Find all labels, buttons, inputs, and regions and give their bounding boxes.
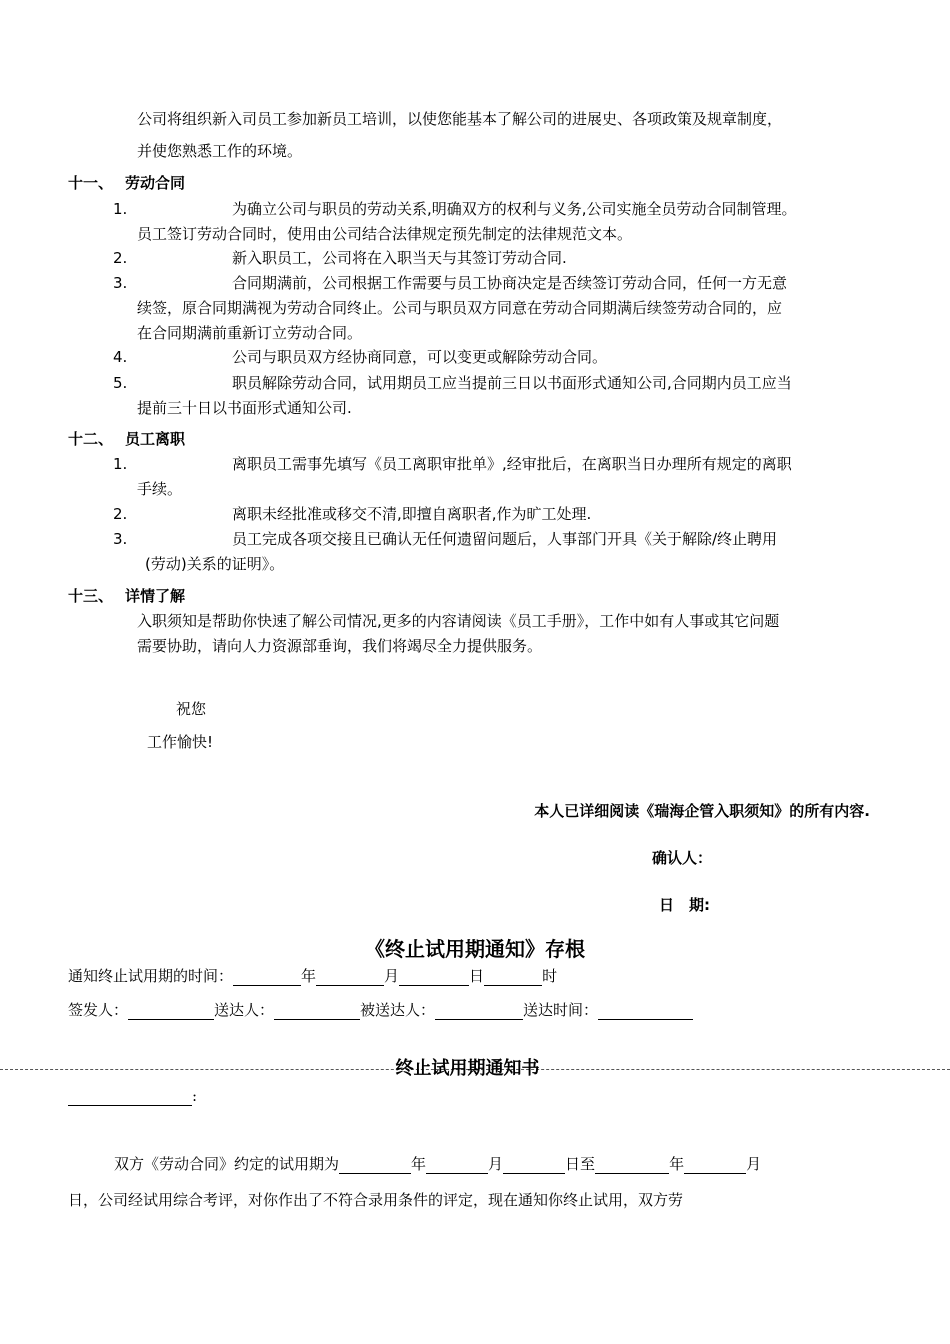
s11-item-2-num: 2. — [113, 249, 128, 267]
section-12-number: 十二、 — [68, 430, 114, 448]
notice-paragraph-line-2: 日，公司经试用综合考评，对你作出了不符合录用条件的评定，现在通知你终止试用，双方劳 — [68, 1191, 684, 1209]
s11-item-1-cont: 员工签订劳动合同时，使用由公司结合法律规定预先制定的法律规范文本。 — [137, 225, 633, 243]
section-13-number: 十三、 — [68, 587, 114, 605]
s11-item-3-cont-2: 在合同期满前重新订立劳动合同。 — [137, 324, 363, 342]
closing-wish: 祝您 — [176, 700, 207, 718]
stub-day-label: 日 — [469, 967, 485, 985]
stub-year-label: 年 — [301, 967, 317, 985]
signer-label: 确认人： — [652, 849, 713, 867]
stub-recipient-label: 被送达人： — [360, 1001, 436, 1019]
stub-day-blank[interactable] — [399, 969, 469, 986]
stub-deliverer-label: 送达人： — [214, 1001, 275, 1019]
stub-year-blank[interactable] — [233, 969, 301, 986]
stub-issuer-blank[interactable] — [128, 1003, 214, 1020]
intro-line-2: 并使您熟悉工作的环境。 — [137, 142, 303, 160]
section-12-title: 员工离职 — [125, 430, 186, 448]
notice-start-month: 月 — [488, 1155, 504, 1173]
notice-end-year: 年 — [669, 1155, 685, 1173]
s12-item-2-num: 2. — [113, 505, 128, 523]
stub-time-label: 通知终止试用期的时间： — [68, 967, 234, 985]
section-13-title: 详情了解 — [125, 587, 186, 605]
date-label: 日 期: — [659, 896, 710, 914]
notice-start-month-blank[interactable] — [426, 1157, 488, 1174]
s11-item-3-num: 3. — [113, 274, 128, 292]
s11-item-3-cont-1: 续签，原合同期满视为劳动合同终止。公司与职员双方同意在劳动合同期满后续签劳动合同的，应 — [137, 299, 783, 317]
s11-item-1-num: 1. — [113, 200, 128, 218]
s12-item-1-cont: 手续。 — [137, 480, 183, 498]
s13-line-2: 需要协助，请向人力资源部垂询，我们将竭尽全力提供服务。 — [137, 637, 543, 655]
addressee-colon: : — [192, 1087, 198, 1105]
s11-item-5-num: 5. — [113, 374, 128, 392]
stub-time-row — [68, 966, 557, 986]
s11-item-4-num: 4. — [113, 348, 128, 366]
notice-end-year-blank[interactable] — [595, 1157, 669, 1174]
s12-item-3-text: 员工完成各项交接且已确认无任何遗留问题后，人事部门开具《关于解除/终止聘用 — [232, 530, 778, 548]
intro-line-1: 公司将组织新入司员工参加新员工培训，以使您能基本了解公司的进展史、各项政策及规章制度， — [137, 110, 783, 128]
s12-item-2-text: 离职未经批准或移交不清,即擅自离职者,作为旷工处理. — [232, 505, 592, 523]
stub-title: 《终止试用期通知》存根 — [365, 937, 585, 961]
stub-recipient-blank[interactable] — [435, 1003, 523, 1020]
s13-line-1: 入职须知是帮助你快速了解公司情况,更多的内容请阅读《员工手册》，工作中如有人事或其它问题 — [137, 612, 780, 630]
stub-hour-blank[interactable] — [484, 969, 542, 986]
confirmation-statement: 本人已详细阅读《瑞海企管入职须知》的所有内容. — [534, 802, 870, 820]
stub-hour-label: 时 — [542, 967, 558, 985]
s11-item-5-text: 职员解除劳动合同，试用期员工应当提前三日以书面形式通知公司,合同期内员工应当 — [232, 374, 792, 392]
section-11-title: 劳动合同 — [125, 174, 186, 192]
s11-item-2-text: 新入职员工，公司将在入职当天与其签订劳动合同. — [232, 249, 567, 267]
notice-paragraph-line-1 — [114, 1154, 761, 1174]
stub-people-row — [68, 1000, 693, 1020]
notice-start-year-blank[interactable] — [339, 1157, 411, 1174]
notice-p1-start: 双方《劳动合同》约定的试用期为 — [114, 1155, 340, 1173]
notice-start-day-blank[interactable] — [503, 1157, 565, 1174]
s11-item-4-text: 公司与职员双方经协商同意，可以变更或解除劳动合同。 — [232, 348, 608, 366]
closing-happy: 工作愉快! — [147, 733, 214, 751]
stub-delivery-time-label: 送达时间： — [523, 1001, 599, 1019]
addressee-row — [68, 1086, 197, 1106]
s12-item-3-cont: (劳动)关系的证明》。 — [145, 555, 285, 573]
s12-item-1-num: 1. — [113, 455, 128, 473]
notice-title: 终止试用期通知书 — [395, 1058, 540, 1079]
notice-start-year: 年 — [411, 1155, 427, 1173]
s11-item-1-text: 为确立公司与职员的劳动关系,明确双方的权利与义务,公司实施全员劳动合同制管理。 — [232, 200, 797, 218]
s12-item-3-num: 3. — [113, 530, 128, 548]
notice-day-to: 日至 — [565, 1155, 596, 1173]
s12-item-1-text: 离职员工需事先填写《员工离职审批单》,经审批后，在离职当日办理所有规定的离职 — [232, 455, 792, 473]
s11-item-3-text: 合同期满前，公司根据工作需要与员工协商决定是否续签订劳动合同，任何一方无意 — [232, 274, 788, 292]
addressee-blank[interactable] — [68, 1089, 192, 1106]
stub-deliverer-blank[interactable] — [274, 1003, 360, 1020]
stub-month-label: 月 — [384, 967, 400, 985]
notice-end-month: 月 — [746, 1155, 762, 1173]
s11-item-5-cont: 提前三十日以书面形式通知公司. — [137, 399, 352, 417]
stub-month-blank[interactable] — [316, 969, 384, 986]
notice-end-month-blank[interactable] — [684, 1157, 746, 1174]
stub-issuer-label: 签发人： — [68, 1001, 129, 1019]
stub-delivery-time-blank[interactable] — [598, 1003, 693, 1020]
section-11-number: 十一、 — [68, 174, 114, 192]
